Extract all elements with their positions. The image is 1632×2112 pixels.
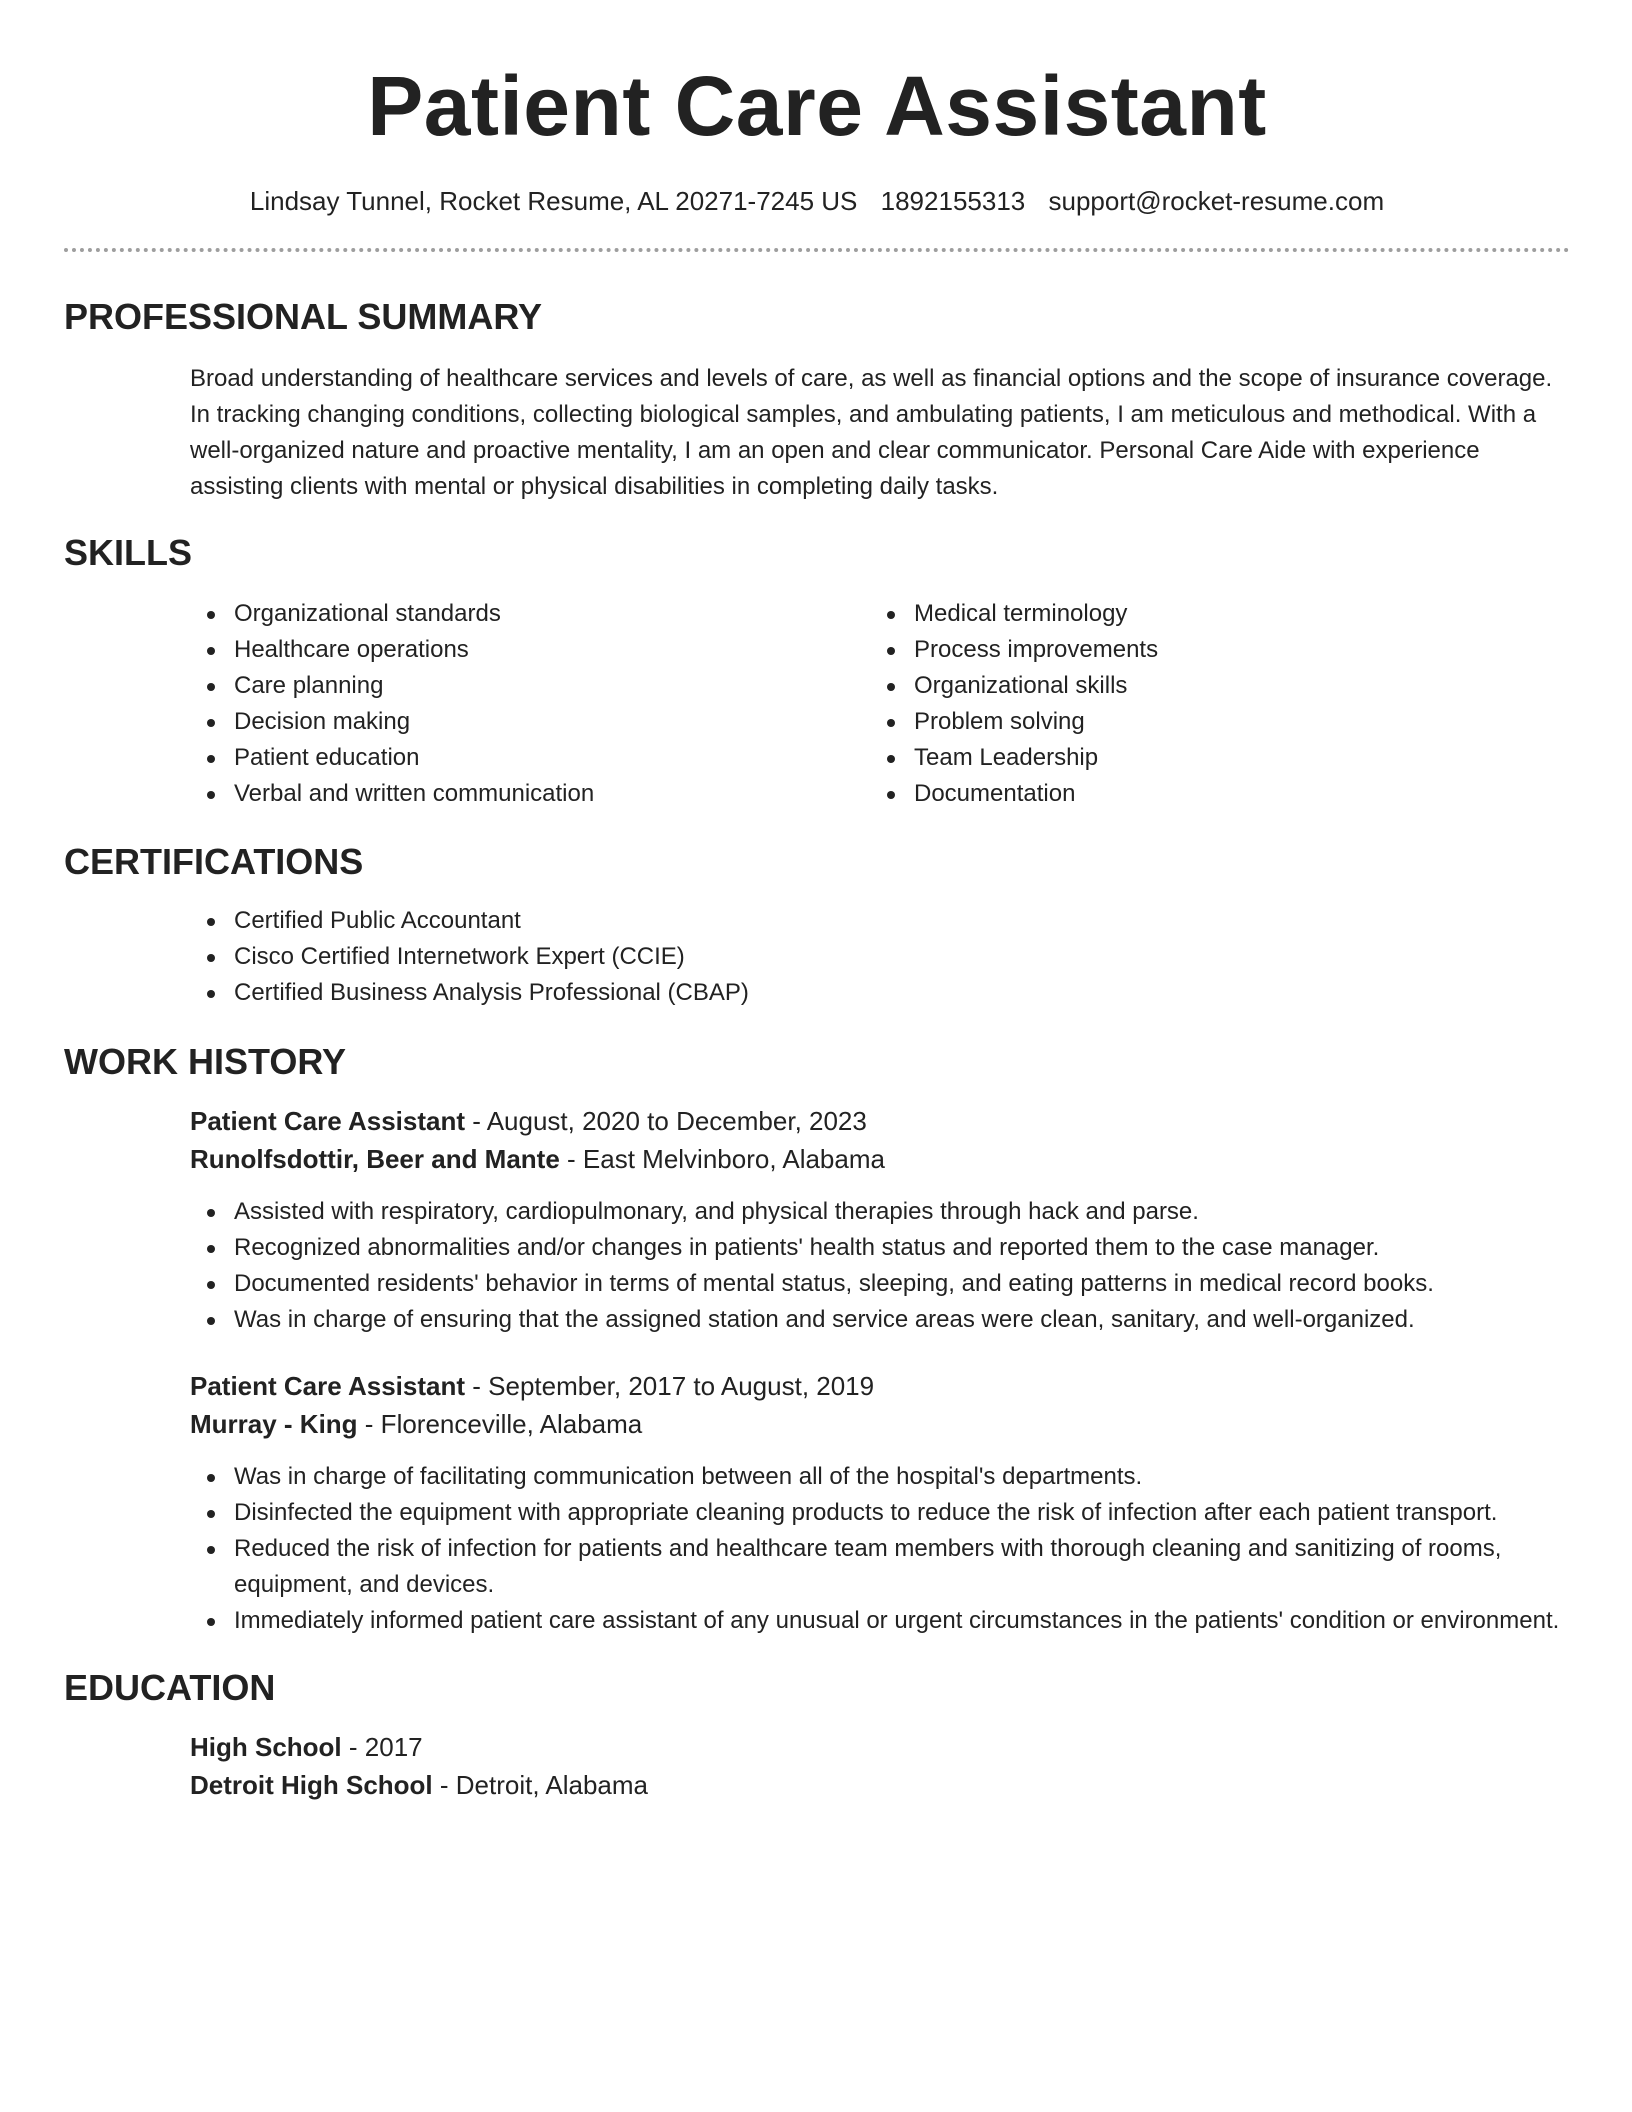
job-duty: Documented residents' behavior in terms of mental status, sleeping, and eating patterns in medical record books. (190, 1266, 1570, 1302)
education-location: - Detroit, Alabama (432, 1770, 648, 1800)
job-duty: Was in charge of ensuring that the assigned station and service areas were clean, sanitary, and well-organized. (190, 1302, 1570, 1338)
skill-item: Patient education (190, 740, 870, 776)
skills-section (190, 596, 1570, 812)
resume-title: Patient Care Assistant (367, 59, 1267, 153)
certification-item: Certified Public Accountant (190, 903, 1570, 939)
summary-section (190, 361, 1570, 505)
skill-item: Healthcare operations (190, 632, 870, 668)
job-duty: Recognized abnormalities and/or changes in patients' health status and reported them to the case manager. (190, 1230, 1570, 1266)
contact-email: support@rocket-resume.com (1048, 186, 1385, 216)
job-employer-line (190, 1140, 1570, 1178)
job-location: - Florenceville, Alabama (357, 1409, 643, 1439)
work-history-section (190, 1102, 1570, 1639)
job-duty: Immediately informed patient care assistant of any unusual or urgent circumstances in the patients' condition or environment. (190, 1603, 1570, 1639)
resume-page (64, 0, 1570, 1804)
job-duty: Assisted with respiratory, cardiopulmonary, and physical therapies through hack and parse. (190, 1194, 1570, 1230)
work-history-heading: WORK HISTORY (64, 1041, 347, 1082)
job-title-line (190, 1367, 1570, 1405)
skill-item: Documentation (870, 776, 1550, 812)
skill-item: Decision making (190, 704, 870, 740)
certification-item: Certified Business Analysis Professional (CBAP) (190, 975, 1570, 1011)
certifications-section (190, 903, 1570, 1011)
skills-list-right (870, 596, 1550, 812)
job-duties-list (190, 1459, 1570, 1639)
job-employer-line (190, 1405, 1570, 1443)
summary-text: Broad understanding of healthcare services and levels of care, as well as financial options and the scope of insurance coverage. In tracking changing conditions, collecting biological samples, and ambulating patients, I am meticulous and methodical. With a well-organized nature and proactive mentality, I am an open and clear communicator. Personal Care Aide with experience assisting clients with mental or physical disabilities in completing daily tasks. (190, 365, 1553, 500)
job-duties-list (190, 1194, 1570, 1338)
contact-phone: 1892155313 (880, 186, 1026, 216)
job-duty: Was in charge of facilitating communication between all of the hospital's departments. (190, 1459, 1570, 1495)
skill-item: Medical terminology (870, 596, 1550, 632)
job-dates: - September, 2017 to August, 2019 (465, 1371, 875, 1401)
contact-address: Lindsay Tunnel, Rocket Resume, AL 20271-7245 US (249, 186, 858, 216)
skill-item: Verbal and written communication (190, 776, 870, 812)
contact-line (64, 184, 1570, 218)
skill-item: Process improvements (870, 632, 1550, 668)
job-location: - East Melvinboro, Alabama (559, 1144, 885, 1174)
job-duty: Disinfected the equipment with appropriate cleaning products to reduce the risk of infection after each patient transport. (190, 1495, 1570, 1531)
header-divider (64, 248, 1570, 252)
job-dates: - August, 2020 to December, 2023 (465, 1106, 867, 1136)
certifications-heading: CERTIFICATIONS (64, 841, 364, 882)
job-employer: Runolfsdottir, Beer and Mante (190, 1144, 560, 1174)
education-degree-line (190, 1728, 1570, 1766)
education-section (190, 1728, 1570, 1804)
skill-item: Organizational skills (870, 668, 1550, 704)
job-title-line (190, 1102, 1570, 1140)
skill-item: Problem solving (870, 704, 1550, 740)
certifications-list (190, 903, 1570, 1011)
certification-item: Cisco Certified Internetwork Expert (CCIE) (190, 939, 1570, 975)
education-degree: High School (190, 1732, 342, 1762)
education-heading: EDUCATION (64, 1667, 276, 1708)
job-entry (190, 1367, 1570, 1639)
education-school-line (190, 1766, 1570, 1804)
education-year: - 2017 (341, 1732, 423, 1762)
summary-heading: PROFESSIONAL SUMMARY (64, 296, 543, 337)
skill-item: Care planning (190, 668, 870, 704)
job-employer: Murray - King (190, 1409, 358, 1439)
skill-item: Organizational standards (190, 596, 870, 632)
skills-list-left (190, 596, 870, 812)
skills-heading: SKILLS (64, 532, 193, 573)
job-title: Patient Care Assistant (190, 1371, 466, 1401)
education-school: Detroit High School (190, 1770, 433, 1800)
job-title: Patient Care Assistant (190, 1106, 466, 1136)
job-duty: Reduced the risk of infection for patients and healthcare team members with thorough cleaning and sanitizing of rooms, equipment, and devices. (190, 1531, 1570, 1603)
job-entry (190, 1102, 1570, 1338)
skill-item: Team Leadership (870, 740, 1550, 776)
